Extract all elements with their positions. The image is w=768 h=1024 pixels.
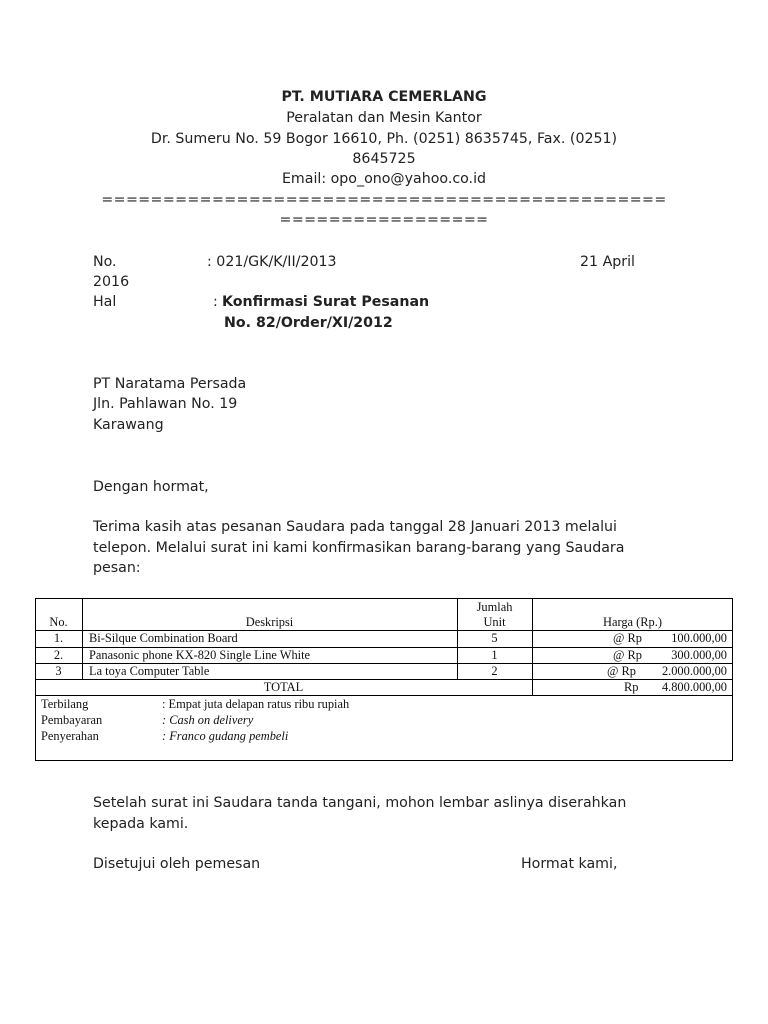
row-2-qty: 1	[491, 648, 498, 662]
order-table	[35, 598, 733, 761]
header-price: Harga (Rp.)	[603, 615, 662, 629]
pembayaran-value: : Cash on delivery	[162, 713, 254, 727]
letter-number-value: : 021/GK/K/II/2013	[207, 254, 337, 270]
row-3-currency: @ Rp	[607, 664, 636, 678]
subject-line1: Konfirmasi Surat Pesanan	[222, 294, 430, 310]
company-address-line2: 8645725	[352, 151, 416, 167]
table-border-bottom	[35, 760, 733, 761]
company-email: Email: opo_ono@yahoo.co.id	[281, 171, 487, 187]
row-2-price: 300.000,00	[671, 648, 727, 662]
recipient-name: PT Naratama Persada	[93, 376, 247, 392]
company-address-line1: Dr. Sumeru No. 59 Bogor 16610, Ph. (0251) 8635745, Fax. (0251)	[150, 131, 618, 147]
header-qty-line1: Jumlah	[476, 600, 513, 614]
row-3-no: 3	[55, 664, 62, 678]
table-border-top	[35, 598, 733, 599]
total-value: 4.800.000,00	[661, 680, 727, 694]
closing-line1: Setelah surat ini Saudara tanda tangani, mohon lembar aslinya diserahkan	[93, 795, 627, 811]
intro-line1: Terima kasih atas pesanan Saudara pada tanggal 28 Januari 2013 melalui	[93, 519, 617, 535]
header-separator-2: =================	[279, 212, 489, 228]
subject-line2: No. 82/Order/XI/2012	[224, 315, 393, 331]
subject-colon: :	[213, 294, 218, 310]
row-1-price: 100.000,00	[671, 631, 727, 645]
terbilang-value: : Empat juta delapan ratus ribu rupiah	[162, 697, 350, 711]
subject-label: Hal	[93, 294, 117, 310]
header-no: No.	[49, 615, 68, 629]
row-1-no: 1.	[53, 631, 64, 645]
intro-line2: telepon. Melalui surat ini kami konfirmasikan barang-barang yang Saudara	[93, 540, 625, 556]
table-rule	[532, 598, 533, 695]
approved-by: Disetujui oleh pemesan	[93, 856, 261, 872]
header-description: Deskripsi	[245, 615, 294, 629]
total-currency: Rp	[624, 680, 639, 694]
total-label: TOTAL	[263, 680, 304, 694]
row-2-no: 2.	[53, 648, 64, 662]
row-3-description: La toya Computer Table	[89, 664, 210, 678]
pembayaran-label: Pembayaran	[41, 713, 103, 727]
letter-date-line1: 21 April	[580, 254, 635, 270]
regards: Hormat kami,	[521, 856, 618, 872]
penyerahan-label: Penyerahan	[41, 729, 99, 743]
intro-line3: pesan:	[93, 560, 141, 576]
company-tagline: Peralatan dan Mesin Kantor	[286, 110, 482, 126]
table-rule	[82, 598, 83, 679]
letter-date-line2: 2016	[93, 274, 130, 290]
row-2-description: Panasonic phone KX-820 Single Line White	[89, 648, 311, 662]
header-qty-line2: Unit	[483, 615, 506, 629]
recipient-city: Karawang	[93, 417, 164, 433]
letter-number-label: No.	[93, 254, 117, 270]
row-1-description: Bi-Silque Combination Board	[89, 631, 238, 645]
row-3-qty: 2	[491, 664, 498, 678]
greeting: Dengan hormat,	[93, 479, 209, 495]
closing-line2: kepada kami.	[93, 816, 189, 832]
header-separator-1: ==============================================	[101, 192, 667, 208]
table-rule	[35, 695, 733, 696]
row-1-currency: @ Rp	[613, 631, 642, 645]
row-1-qty: 5	[491, 631, 498, 645]
terbilang-label: Terbilang	[41, 697, 89, 711]
row-3-price: 2.000.000,00	[661, 664, 727, 678]
row-2-currency: @ Rp	[613, 648, 642, 662]
penyerahan-value: : Franco gudang pembeli	[162, 729, 289, 743]
company-name: PT. MUTIARA CEMERLANG	[281, 89, 487, 105]
recipient-street: Jln. Pahlawan No. 19	[93, 396, 238, 412]
